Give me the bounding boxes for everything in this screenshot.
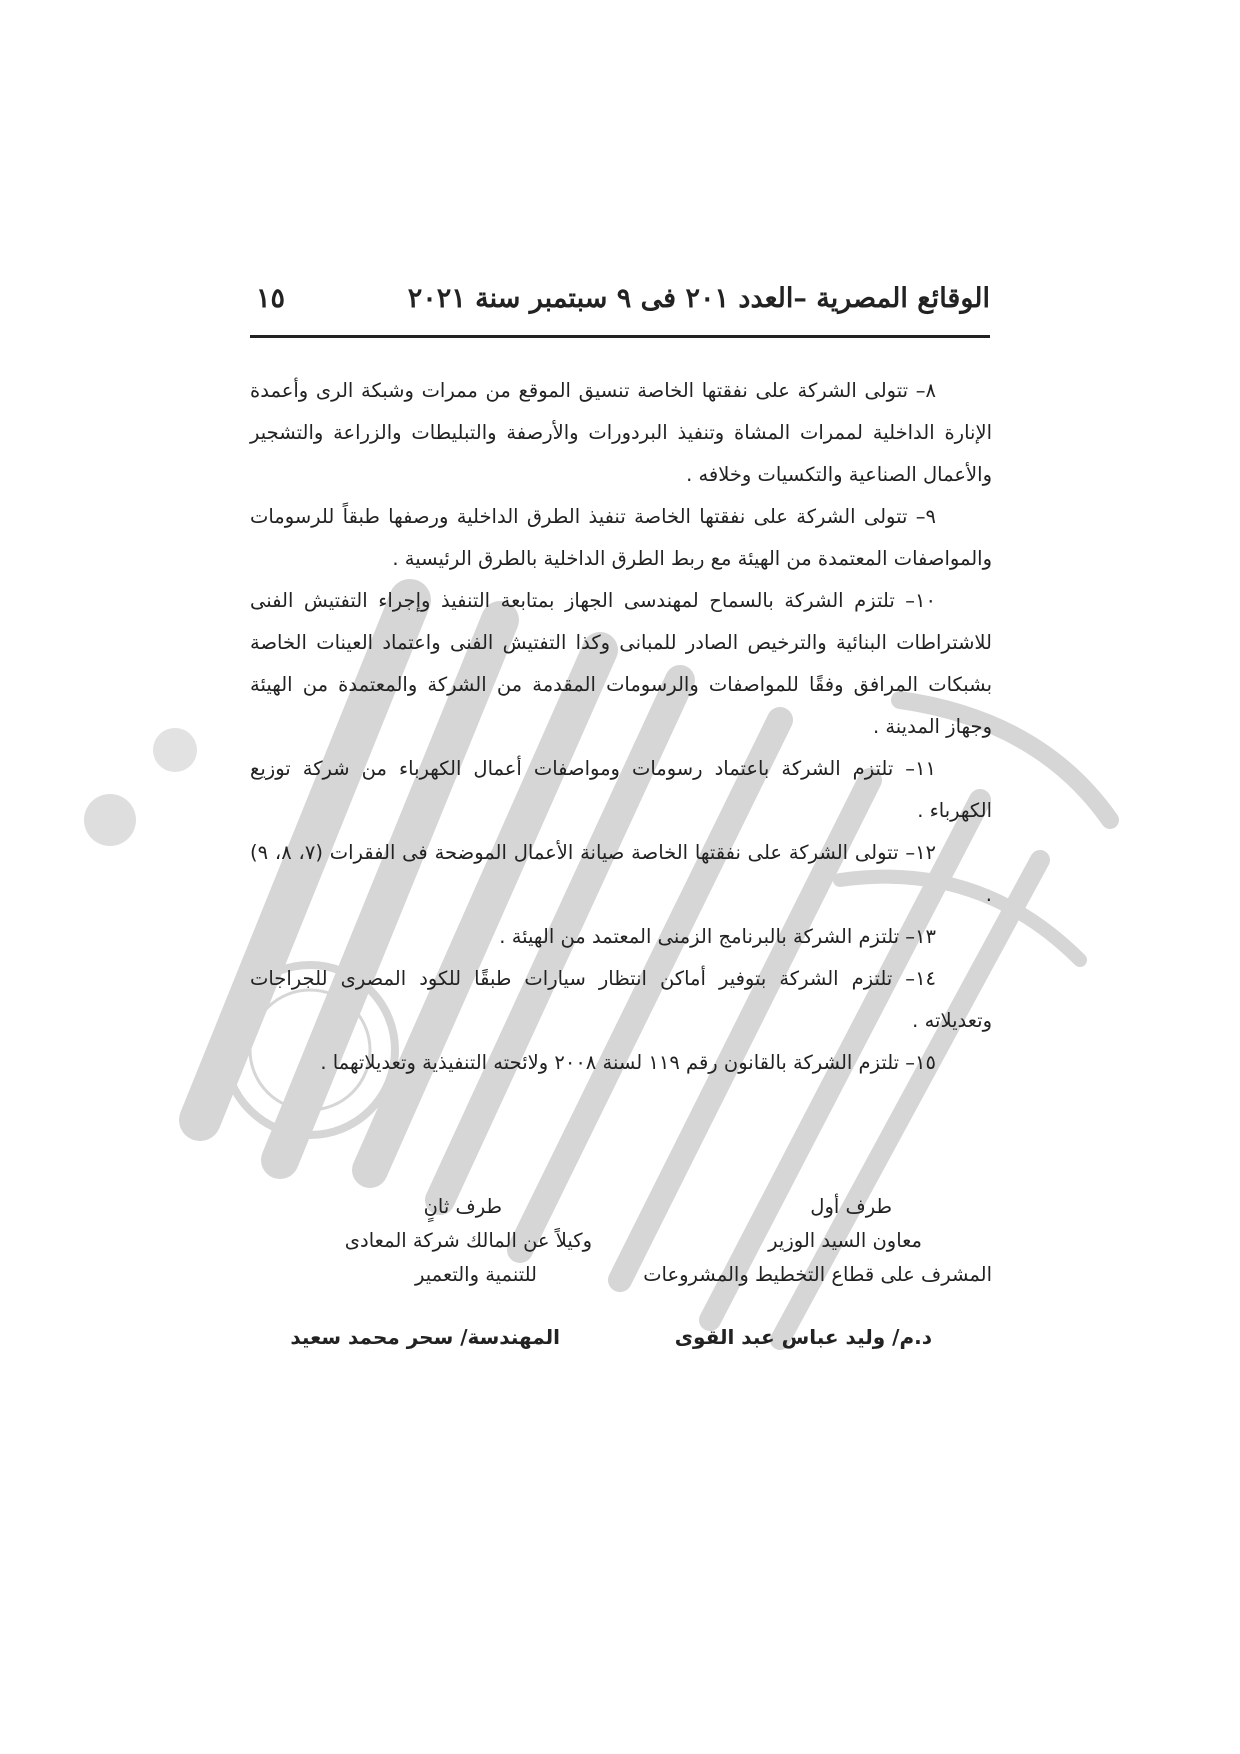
first-party-signature [643,1195,992,1297]
first-party-title-line1: معاون السيد الوزير [768,1229,922,1252]
second-party-name: المهندسة/ سحر محمد سعيد [290,1325,560,1349]
clause-11: ١١– تلتزم الشركة باعتماد رسومات ومواصفات أعمال الكهرباء من شركة توزيع الكهرباء . [250,757,992,822]
second-party-signature [345,1195,592,1297]
first-party-title-line2: المشرف على قطاع التخطيط والمشروعات [643,1263,992,1286]
page-number: ١٥ [256,283,286,314]
gazette-title: الوقائع المصرية –العدد ٢٠١ فى ٩ سبتمبر سنة ٢٠٢١ [407,283,990,314]
clause-8: ٨– تتولى الشركة على نفقتها الخاصة تنسيق الموقع من ممرات وشبكة الرى وأعمدة الإنارة الداخلية لممرات المشاة وتنفيذ البردورات والأرصفة والتبليطات والزراعة والتشجير والأعمال الصناعية والتكسيات وخلافه . [250,379,992,486]
second-party-title-line1: وكيلاً عن المالك شركة المعادى [344,1229,592,1252]
clause-14: ١٤– تلتزم الشركة بتوفير أماكن انتظار سيارات طبقًا للكود المصرى للجراجات وتعديلاته . [250,967,992,1032]
clause-12: ١٢– تتولى الشركة على نفقتها الخاصة صيانة الأعمال الموضحة فى الفقرات (٧، ٨، ٩) . [250,841,992,906]
second-party-label: طرف ثانٍ [423,1195,502,1218]
clause-9: ٩– تتولى الشركة على نفقتها الخاصة تنفيذ الطرق الداخلية ورصفها طبقاً للرسومات والمواصفات المعتمدة من الهيئة مع ربط الطرق الداخلية بالطرق الرئيسية . [250,505,992,570]
page-header [250,283,990,338]
second-party-title-line2: للتنمية والتعمير [415,1263,537,1286]
first-party-label: طرف أول [810,1195,892,1218]
clause-15: ١٥– تلتزم الشركة بالقانون رقم ١١٩ لسنة ٢٠٠٨ ولائحته التنفيذية وتعديلاتهما . [320,1051,936,1074]
document-body [250,370,992,1084]
first-party-name: د.م/ وليد عباس عبد القوى [674,1325,932,1349]
clause-10: ١٠– تلتزم الشركة بالسماح لمهندسى الجهاز بمتابعة التنفيذ وإجراء التفتيش الفنى للاشتراطات البنائية والترخيص الصادر للمبانى وكذا التفتيش الفنى واعتماد العينات الخاصة بشبكات المرافق وفقًا للمواصفات والرسومات المقدمة من الشركة والمعتمدة من الهيئة وجهاز المدينة . [250,589,992,738]
clause-13: ١٣– تلتزم الشركة بالبرنامج الزمنى المعتمد من الهيئة . [499,925,936,948]
